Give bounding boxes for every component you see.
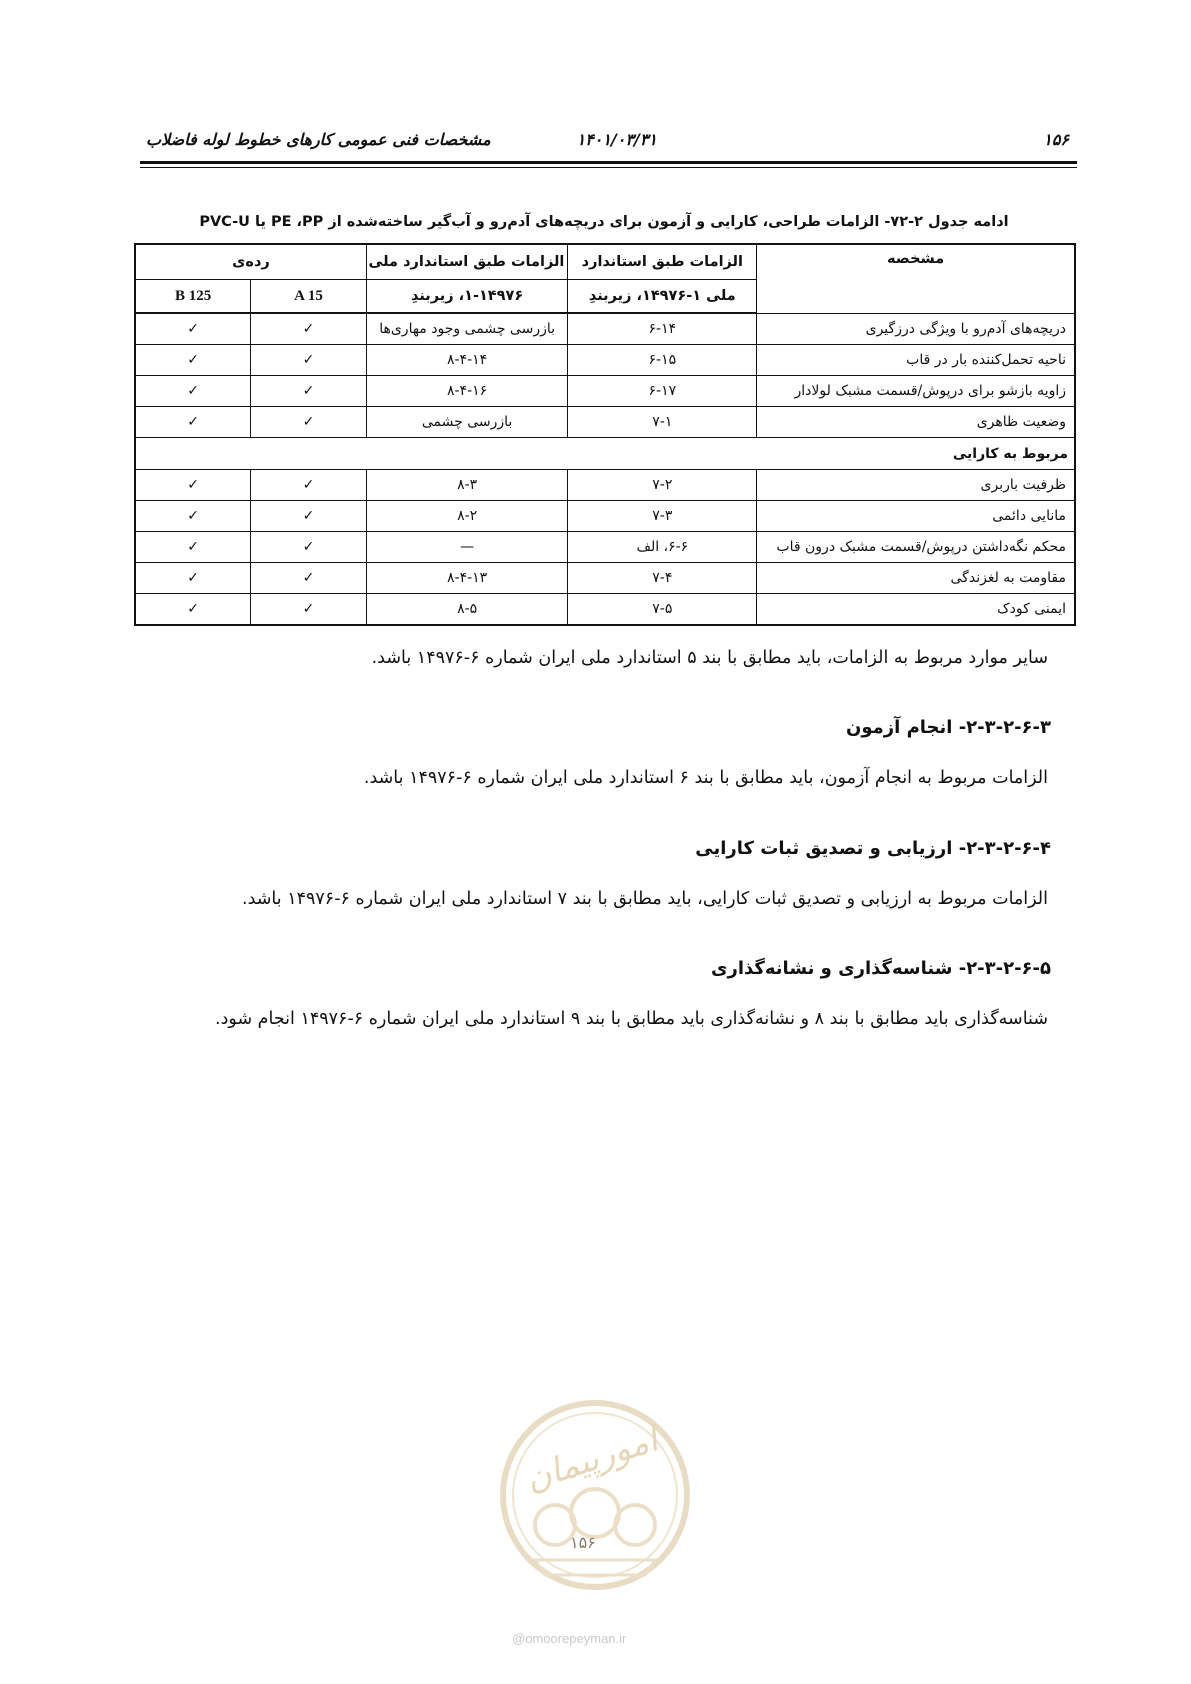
table-row [135, 376, 1075, 407]
check-icon: ✓ [251, 313, 367, 345]
cell-item: ناحیه تحمل‌کننده بار در قاب [757, 345, 1075, 376]
cell-std-b: بازرسی چشمی وجود مهاری‌ها [366, 313, 568, 345]
check-icon: ✓ [135, 563, 251, 594]
cell-std-b: ۸-۲ [366, 501, 568, 532]
cell-item: ایمنی کودک [757, 594, 1075, 626]
table-row [135, 563, 1075, 594]
cell-std-a: ۶-۱۷ [568, 376, 757, 407]
check-icon: ✓ [251, 563, 367, 594]
header-page-number: ۱۵۶ [1043, 130, 1069, 149]
check-icon: ✓ [251, 407, 367, 438]
cell-item: ظرفیت باربری [757, 470, 1075, 501]
check-icon: ✓ [251, 376, 367, 407]
cell-std-a: ۶-۱۴ [568, 313, 757, 345]
table-caption: ادامه جدول ۲-۷۲- الزامات طراحی، کارایی و آزمون برای دریچه‌های آدم‌رو و آب‌گیر ساخته‌شده از PE ،PP یا PVC-U [199, 214, 1009, 230]
paragraph-evaluation: الزامات مربوط به ارزیابی و تصدیق ثبات کارایی، باید مطابق با بند ۷ استاندارد ملی ایران شماره ۶-۱۴۹۷۶ باشد. [242, 889, 1048, 909]
col-header-a15: A 15 [251, 280, 367, 314]
heading-test: ۲-۳-۲-۶-۳- انجام آزمون [845, 717, 1051, 738]
cell-item: وضعیت ظاهری [757, 407, 1075, 438]
col-header-std-b-line2: ۱-۱۴۹۷۶، زیربندِ [366, 280, 568, 314]
paragraph-test: الزامات مربوط به انجام آزمون، باید مطابق با بند ۶ استاندارد ملی ایران شماره ۶-۱۴۹۷۶ باشد. [363, 768, 1048, 788]
header-date: ۱۴۰۱/۰۳/۳۱ [576, 130, 657, 149]
cell-std-b: — [366, 532, 568, 563]
cell-std-a: ۶-۶، الف [568, 532, 757, 563]
cell-std-a: ۷-۳ [568, 501, 757, 532]
cell-item: مقاومت به لغزندگی [757, 563, 1075, 594]
cell-std-a: ۷-۲ [568, 470, 757, 501]
page-header [140, 124, 1077, 160]
table-row [135, 345, 1075, 376]
col-header-std-b-line1: الزامات طبق استاندارد ملی [366, 244, 568, 280]
col-header-class: رده‌ی [135, 244, 366, 280]
table-row [135, 532, 1075, 563]
cell-std-b: بازرسی چشمی [366, 407, 568, 438]
check-icon: ✓ [135, 501, 251, 532]
requirements-table [134, 243, 1076, 626]
cell-std-a: ۷-۵ [568, 594, 757, 626]
check-icon: ✓ [135, 345, 251, 376]
cell-std-b: ۸-۴-۱۳ [366, 563, 568, 594]
check-icon: ✓ [251, 345, 367, 376]
check-icon: ✓ [135, 532, 251, 563]
check-icon: ✓ [251, 470, 367, 501]
cell-std-a: ۷-۴ [568, 563, 757, 594]
check-icon: ✓ [135, 376, 251, 407]
col-header-std-a-line2: ملی ۱-۱۴۹۷۶، زیربندِ [568, 280, 757, 314]
table-row [135, 313, 1075, 345]
cell-item: دریچه‌های آدم‌رو با ویژگی درزگیری [757, 313, 1075, 345]
cell-std-b: ۸-۴-۱۶ [366, 376, 568, 407]
cell-std-b: ۸-۵ [366, 594, 568, 626]
check-icon: ✓ [251, 501, 367, 532]
seal-page-number: ۱۵۶ [570, 1533, 596, 1552]
col-header-spec: مشخصه [757, 244, 1075, 313]
table-row [135, 407, 1075, 438]
paragraph-other-requirements: سایر موارد مربوط به الزامات، باید مطابق با بند ۵ استاندارد ملی ایران شماره ۶-۱۴۹۷۶ باشد. [371, 648, 1048, 668]
col-header-std-a-line1: الزامات طبق استاندارد [568, 244, 757, 280]
omoorepeyman-seal-logo [495, 1395, 695, 1615]
check-icon: ✓ [135, 470, 251, 501]
header-rule [140, 161, 1077, 164]
table-row [135, 501, 1075, 532]
check-icon: ✓ [251, 532, 367, 563]
table-row [135, 470, 1075, 501]
table-section-row [135, 438, 1075, 470]
cell-std-b: ۸-۳ [366, 470, 568, 501]
check-icon: ✓ [135, 313, 251, 345]
heading-marking: ۲-۳-۲-۶-۵- شناسه‌گذاری و نشانه‌گذاری [710, 958, 1051, 979]
header-title: مشخصات فنی عمومی کارهای خطوط لوله فاضلاب [146, 130, 491, 149]
site-watermark: @omoorepeyman.ir [512, 1631, 627, 1646]
cell-std-a: ۶-۱۵ [568, 345, 757, 376]
cell-item: مانایی دائمی [757, 501, 1075, 532]
cell-item: محکم نگه‌داشتن درپوش/قسمت مشبک درون قاب [757, 532, 1075, 563]
paragraph-marking: شناسه‌گذاری باید مطابق با بند ۸ و نشانه‌گذاری باید مطابق با بند ۹ استاندارد ملی ایران شماره ۶-۱۴۹۷۶ انجام شود. [215, 1009, 1048, 1029]
header-rule-thin [140, 167, 1077, 168]
table-row [135, 594, 1075, 626]
section-label: مربوط به کارایی [135, 438, 1075, 470]
cell-std-a: ۷-۱ [568, 407, 757, 438]
seal-logo-text: امورپیمان [520, 1419, 663, 1500]
heading-evaluation: ۲-۳-۲-۶-۴- ارزیابی و تصدیق ثبات کارایی [695, 838, 1051, 859]
cell-item: زاویه بازشو برای درپوش/قسمت مشبک لولادار [757, 376, 1075, 407]
check-icon: ✓ [135, 407, 251, 438]
check-icon: ✓ [135, 594, 251, 626]
col-header-b125: B 125 [135, 280, 251, 314]
check-icon: ✓ [251, 594, 367, 626]
cell-std-b: ۸-۴-۱۴ [366, 345, 568, 376]
